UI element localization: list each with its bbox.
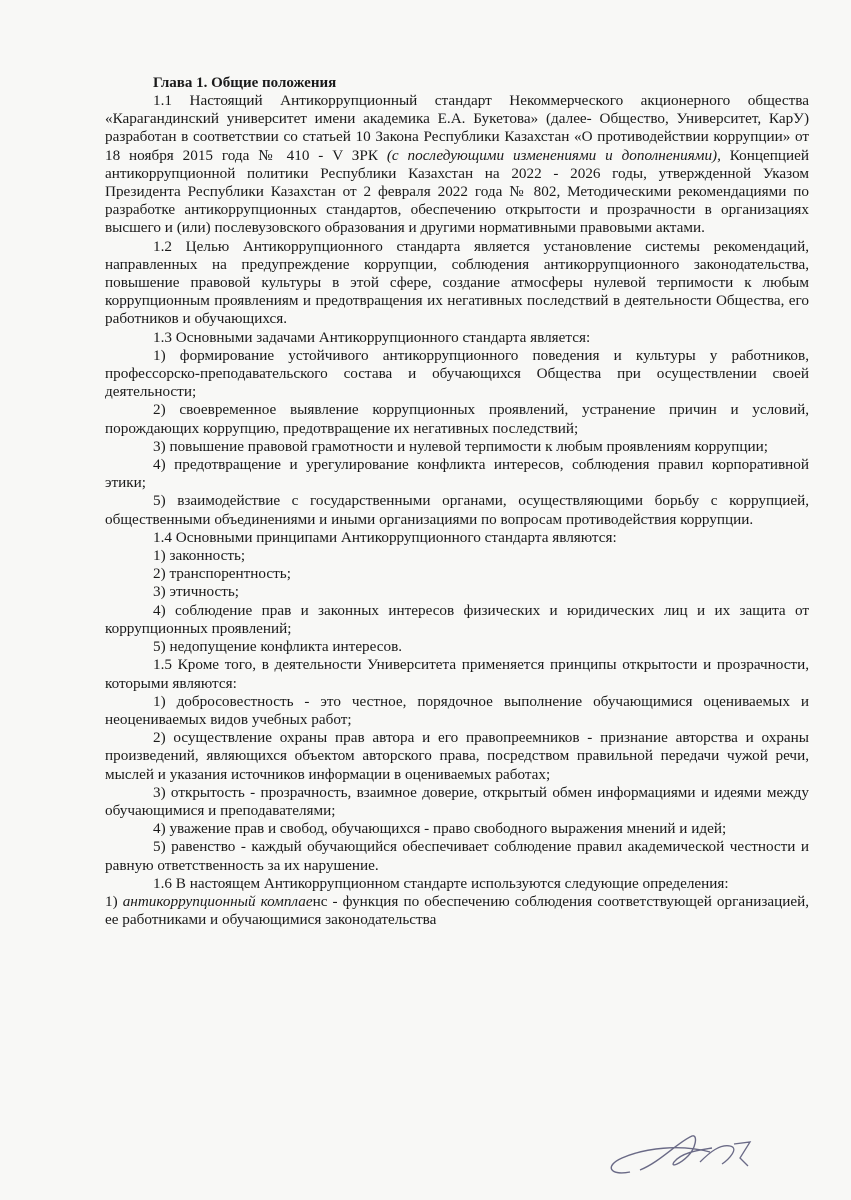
- list-item: 1) законность;: [153, 547, 246, 565]
- list-item: 5) равенство - каждый обучающийся обеспечивает соблюдение правил академической честности и равную ответственность за их нарушение.: [105, 838, 809, 874]
- definition-item: [105, 893, 809, 929]
- list-item: 3) повышение правовой грамотности и нулевой терпимости к любым проявлениям коррупции;: [153, 437, 768, 455]
- list-item: 4) предотвращение и урегулирование конфликта интересов, соблюдения правил корпоративной этики;: [105, 456, 809, 492]
- paragraph-1-1: [105, 92, 809, 238]
- paragraph-1-1-text-c: Концепцией антикоррупционной политики Республики Казахстан на 2022 - 2026 годы, утвержденной Указом Президента Республики Казахстан от 2 февраля 2022 года № 802, Методическими рекомендациями по разработке антикоррупционных стандартов, обеспечению открытости и прозрачности в организациях высшего и (или) послевузовского образования и другими нормативными правовыми актами.: [105, 146, 809, 237]
- list-item: 2) транспорентность;: [153, 565, 291, 583]
- list-item: 1) формирование устойчивого антикоррупционного поведения и культуры у работников, профессорско-преподавательского состава и обучающихся Общества при осуществлении своей деятельности;: [105, 346, 809, 401]
- chapter-title: Глава 1. Общие положения: [153, 75, 337, 91]
- paragraph-1-1-italic: (с последующими изменениями и дополнениями),: [386, 146, 721, 164]
- list-item: 3) открытость - прозрачность, взаимное доверие, открытый обмен информациями и идеями между обучающимися и преподавателями;: [105, 783, 809, 819]
- handwritten-signature-icon: [600, 1122, 770, 1180]
- paragraph-1-6: 1.6 В настоящем Антикоррупционном стандарте используются следующие определения:: [153, 874, 729, 892]
- document-body: [105, 92, 809, 929]
- list-item: 1) добросовестность - это честное, порядочное выполнение обучающимися оцениваемых и неоцениваемых видов учебных работ;: [105, 692, 809, 728]
- definition-term: антикоррупционный комплае: [122, 892, 313, 910]
- list-item: 4) уважение прав и свобод, обучающихся - право свободного выражения мнений и идей;: [153, 820, 727, 838]
- paragraph-1-5: 1.5 Кроме того, в деятельности Университета применяется принципы открытости и прозрачности, которыми являются:: [105, 656, 809, 692]
- paragraph-1-1-text-a: 1.1 Настоящий Антикоррупционный стандарт Некоммерческого акционерного общества «Карагандинский университет имени академика Е.А. Букетова» (далее- Общество, Университет, КарУ) разработан в соответствии со статьей 10 Закона Республики Казахстан «О противодействии коррупции» от 18 ноября 2015 года № 410 - V ЗРК: [105, 92, 809, 164]
- paragraph-1-4: 1.4 Основными принципами Антикоррупционного стандарта являются:: [153, 528, 617, 546]
- list-item: 2) своевременное выявление коррупционных проявлений, устранение причин и условий, порождающих коррупцию, предотвращение их негативных последствий;: [105, 401, 809, 437]
- definition-text: нс - функция по обеспечению соблюдения соответствующей организацией, ее работниками и обучающимися законодательства: [105, 892, 809, 929]
- list-item: 4) соблюдение прав и законных интересов физических и юридических лиц и их защита от коррупционных проявлений;: [105, 601, 809, 637]
- list-item: 2) осуществление охраны прав автора и его правопреемников - признание авторства и охраны произведений, являющихся объектом авторского права, посредством правильной передачи чужой речи, мыслей и указания источников информации в оцениваемых работах;: [105, 729, 809, 783]
- list-item: 5) недопущение конфликта интересов.: [153, 638, 403, 656]
- definition-number: 1): [105, 892, 123, 910]
- paragraph-1-3: 1.3 Основными задачами Антикоррупционного стандарта является:: [153, 328, 591, 346]
- list-item: 3) этичность;: [153, 583, 239, 601]
- list-item: 5) взаимодействие с государственными органами, осуществляющими борьбу с коррупцией, общественными объединениями и иными организациями по вопросам противодействия коррупции.: [105, 492, 809, 528]
- paragraph-1-2: 1.2 Целью Антикоррупционного стандарта является установление системы рекомендаций, направленных на предупреждение коррупции, соблюдения антикоррупционного законодательства, повышение правовой культуры в этой сфере, создание атмосферы нулевой терпимости к любым коррупционным проявлениям и предотвращения их негативных последствий в деятельности Общества, его работников и обучающихся.: [105, 237, 809, 328]
